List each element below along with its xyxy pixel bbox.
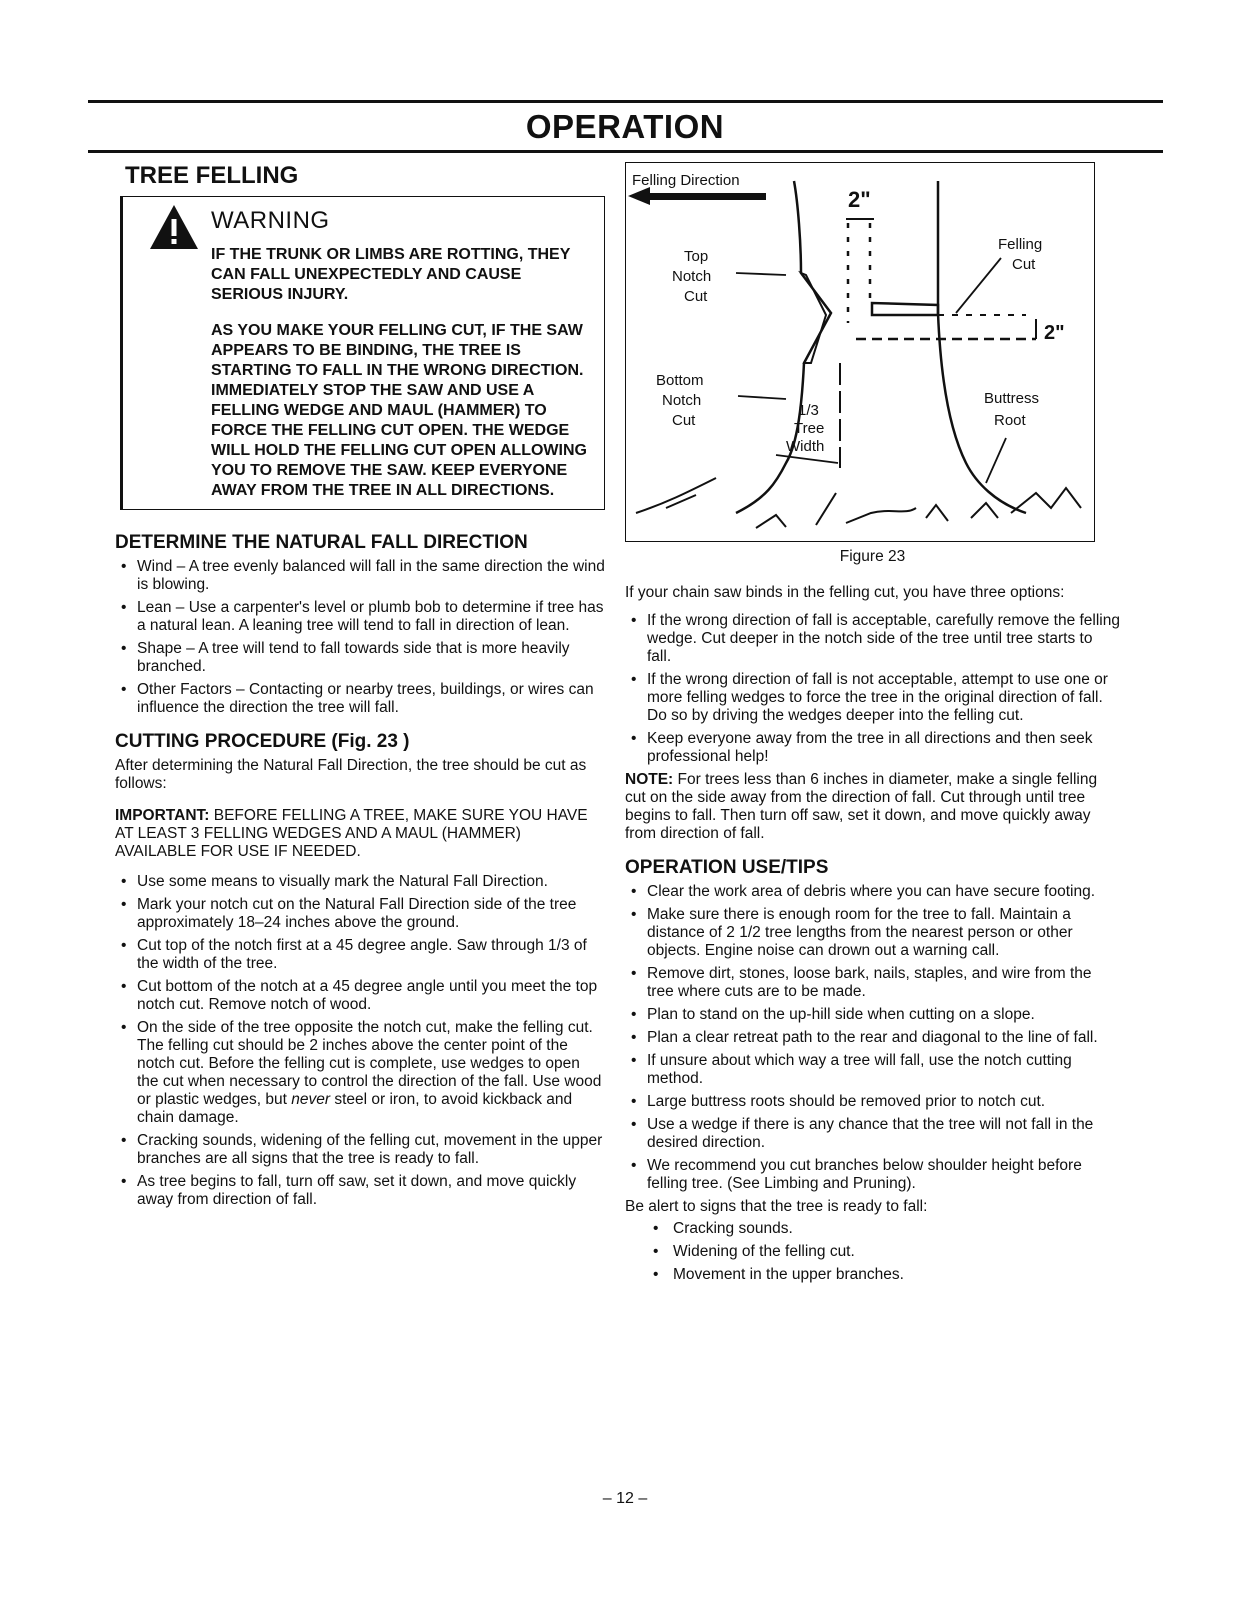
list-item: • Cracking sounds, widening of the felling cut, movement in the upper branches are all signs that the tree is ready to fall.	[115, 1132, 605, 1168]
top-notch-label: Notch	[672, 268, 712, 285]
side-cut-emphasis: never	[291, 1091, 331, 1108]
two-inch-side-label: 2"	[1044, 322, 1065, 344]
figure-caption: Figure 23	[839, 548, 906, 565]
list-item: • Large buttress roots should be removed prior to notch cut.	[625, 1093, 1120, 1111]
cutting-procedure-heading: CUTTING PROCEDURE (Fig. 23 )	[115, 731, 410, 752]
top-notch-label: Top	[684, 248, 709, 265]
top-rule	[88, 100, 1163, 103]
note-paragraph	[625, 771, 1120, 843]
right-column	[625, 162, 1120, 1289]
list-item: • If the wrong direction of fall is acceptable, carefully remove the felling wedge. Cut deeper in the notch side of the tree until tree starts to fall.	[625, 612, 1120, 666]
list-item: • Wind – A tree evenly balanced will fall in the same direction the wind is blowing.	[115, 558, 605, 594]
warning-title: WARNING	[211, 207, 330, 234]
list-item: • Cut top of the notch first at a 45 degree angle. Saw through 1/3 of the width of the tree.	[115, 937, 605, 973]
natural-fall-heading: DETERMINE THE NATURAL FALL DIRECTION	[115, 532, 528, 553]
binding-intro: If your chain saw binds in the felling cut, you have three options:	[625, 584, 1065, 601]
warning-paragraph: IF THE TRUNK OR LIMBS ARE ROTTING, THEY CAN FALL UNEXPECTEDLY AND CAUSE SERIOUS INJURY.	[211, 246, 571, 303]
tree-width-label: Tree	[794, 420, 825, 437]
cutting-procedure-list	[115, 873, 605, 1209]
title-underline-rule	[88, 150, 1163, 153]
list-item: • Keep everyone away from the tree in all directions and then seek professional help!	[625, 730, 1120, 766]
tree-width-label: Width	[786, 438, 825, 455]
felling-direction-label: Felling Direction	[632, 172, 740, 189]
top-notch-pointer	[736, 273, 786, 275]
tree-width-label: 1/3	[798, 402, 819, 419]
important-note	[115, 807, 605, 861]
warning-paragraph: AS YOU MAKE YOUR FELLING CUT, IF THE SAW APPEARS TO BE BINDING, THE TREE IS STARTING TO FALL IN THE WRONG DIRECTION. IMMEDIATELY STOP THE SAW AND USE A FELLING WEDGE AND MAUL (HAMMER) TO FORCE THE FELLING CUT OPEN. THE WEDGE WILL HOLD THE FELLING CUT OPEN ALLOWING YOU TO REMOVE THE SAW. KEEP EVERYONE AWAY FROM THE TREE IN ALL DIRECTIONS.	[211, 322, 587, 499]
list-item: • Cut bottom of the notch at a 45 degree angle until you meet the top notch cut. Remove notch of wood.	[115, 978, 605, 1014]
operation-tips-list	[625, 883, 1120, 1193]
cutting-procedure-intro: After determining the Natural Fall Direction, the tree should be cut as follows:	[115, 757, 587, 792]
list-item: • Use some means to visually mark the Natural Fall Direction.	[115, 873, 605, 891]
warning-box	[120, 196, 605, 510]
natural-fall-list	[115, 558, 605, 717]
page-title: OPERATION	[525, 108, 725, 145]
list-item: • Remove dirt, stones, loose bark, nails, staples, and wire from the tree where cuts are to be made.	[625, 965, 1120, 1001]
note-label: NOTE:	[625, 771, 674, 788]
felling-direction-arrow	[648, 193, 766, 200]
list-item: • Cracking sounds.	[625, 1220, 1120, 1238]
important-text: BEFORE FELLING A TREE, MAKE SURE YOU HAVE AT LEAST 3 FELLING WEDGES AND A MAUL (HAMMER) AVAILABLE FOR USE IF NEEDED.	[115, 807, 588, 860]
list-item	[115, 1019, 605, 1127]
alert-text: Be alert to signs that the tree is ready to fall:	[625, 1198, 928, 1215]
felling-cut-pointer	[956, 258, 1001, 313]
list-item: • If unsure about which way a tree will fall, use the notch cutting method.	[625, 1052, 1120, 1088]
side-cut-text: On the side of the tree opposite the notch cut, make the felling cut. The felling cut should be 2 inches above the center point of the notch cut. Before the felling cut is complete, use wedges to open the cut when necessary to control the direction of the fall. Use wood or plastic wedges, but	[137, 1019, 602, 1108]
trunk-right-outline	[938, 181, 1026, 513]
important-label: IMPORTANT:	[115, 807, 210, 824]
felling-direction-arrowhead	[628, 187, 650, 205]
two-inch-top-label: 2"	[848, 187, 871, 212]
buttress-root-label: Root	[994, 412, 1026, 429]
felling-cut-label: Felling	[998, 236, 1043, 253]
top-notch-label: Cut	[684, 288, 708, 305]
list-item: • If the wrong direction of fall is not acceptable, attempt to use one or more felling wedges to force the tree in the original direction of fall. Do so by driving the wedges deeper into the felling cut.	[625, 671, 1120, 725]
list-item: • Plan to stand on the up-hill side when cutting on a slope.	[625, 1006, 1120, 1024]
bottom-notch-pointer	[738, 396, 786, 399]
bottom-notch-label: Notch	[662, 392, 702, 409]
list-item: • Movement in the upper branches.	[625, 1266, 1120, 1284]
felling-cut-label: Cut	[1012, 256, 1036, 273]
side-cut-text-end: steel or iron, to avoid kickback and chain damage.	[137, 1091, 573, 1126]
list-item: • As tree begins to fall, turn off saw, set it down, and move quickly away from direction of fall.	[115, 1173, 605, 1209]
list-item: • Widening of the felling cut.	[625, 1243, 1120, 1261]
buttress-root-pointer	[986, 438, 1006, 483]
bottom-notch-label: Cut	[672, 412, 696, 429]
warning-triangle-icon	[148, 203, 200, 251]
list-item: • We recommend you cut branches below shoulder height before felling tree. (See Limbing and Pruning).	[625, 1157, 1120, 1193]
buttress-root-label: Buttress	[984, 390, 1040, 407]
list-item: • Clear the work area of debris where you can have secure footing.	[625, 883, 1120, 901]
note-text: For trees less than 6 inches in diameter, make a single felling cut on the side away from the direction of fall. Cut through until tree begins to fall. Then turn off saw, set it down, and move quickly away from direction of fall.	[625, 771, 1098, 842]
notch-cut	[801, 273, 831, 363]
left-column	[115, 162, 605, 1214]
tree-felling-diagram	[626, 163, 1094, 541]
list-item: • Use a wedge if there is any chance that the tree will not fall in the desired direction.	[625, 1116, 1120, 1152]
ground-roots	[636, 478, 1081, 528]
list-item: • Lean – Use a carpenter's level or plumb bob to determine if tree has a natural lean. A leaning tree will tend to fall in direction of lean.	[115, 599, 605, 635]
operation-tips-heading: OPERATION USE/TIPS	[625, 857, 829, 878]
binding-list	[625, 612, 1120, 766]
signs-list	[625, 1220, 1120, 1284]
felling-cut	[872, 303, 938, 315]
list-item: • Shape – A tree will tend to fall towards side that is more heavily branched.	[115, 640, 605, 676]
list-item: • Make sure there is enough room for the tree to fall. Maintain a distance of 2 1/2 tree lengths from the nearest person or other objects. Engine noise can drown out a warning call.	[625, 906, 1120, 960]
figure-23	[625, 162, 1095, 542]
bottom-notch-label: Bottom	[656, 372, 704, 389]
list-item: • Plan a clear retreat path to the rear and diagonal to the line of fall.	[625, 1029, 1120, 1047]
page-number: – 12 –	[602, 1490, 648, 1507]
list-item: • Mark your notch cut on the Natural Fall Direction side of the tree approximately 18–24 inches above the ground.	[115, 896, 605, 932]
tree-felling-heading: TREE FELLING	[125, 162, 299, 189]
list-item: • Other Factors – Contacting or nearby trees, buildings, or wires can influence the direction the tree will fall.	[115, 681, 605, 717]
